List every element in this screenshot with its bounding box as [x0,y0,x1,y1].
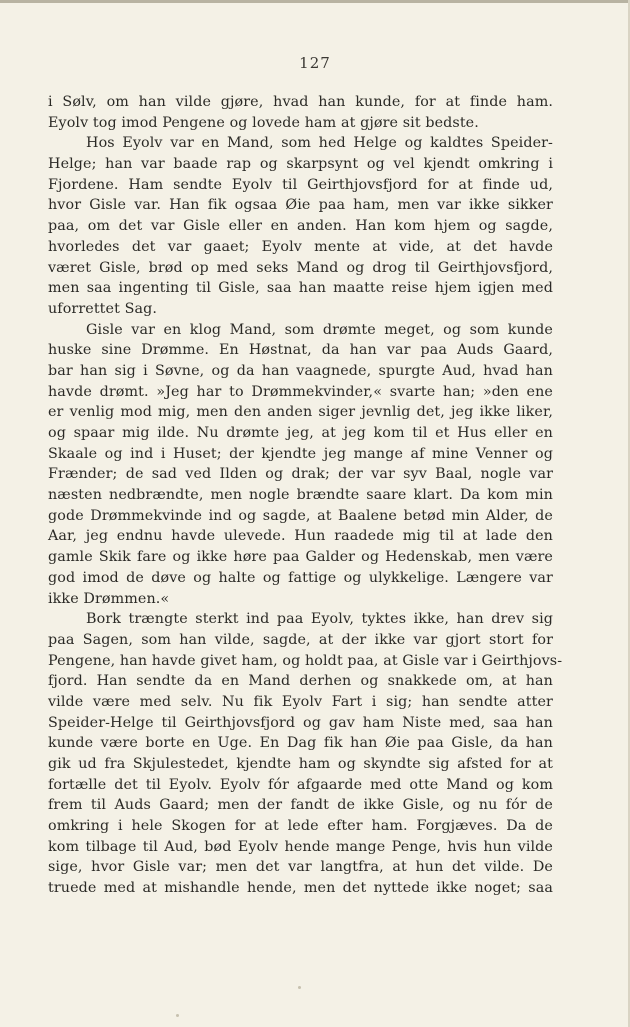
text-line: Eyolv tog imod Pengene og lovede ham at gjøre sit bedste. [48,114,479,131]
text-line: fortælle det til Eyolv. Eyolv fór afgaarde med otte Mand og kom [48,776,553,793]
text-line: er venlig mod mig, men den anden siger jevnlig det, jeg ikke liker, [48,404,553,421]
text-line: Hos Eyolv var en Mand, som hed Helge og kaldtes Speider- [86,135,553,152]
text-line: fjord. Han sendte da en Mand derhen og snakkede om, at han [48,673,553,690]
text-line: Pengene, han havde givet ham, og holdt paa, at Gisle var i Geirthjovs- [48,652,563,669]
text-line: bar han sig i Søvne, og da han vaagnede, spurgte Aud, hvad han [48,362,553,379]
text-line: uforrettet Sag. [48,300,157,317]
text-line: huske sine Drømme. En Høstnat, da han var paa Auds Gaard, [48,342,553,359]
text-line: paa Sagen, som han vilde, sagde, at der ikke var gjort stort for [48,631,553,648]
text-line: sige, hvor Gisle var; men det var langtfra, at hun det vilde. De [48,859,553,876]
page-top-edge [0,0,630,3]
text-line: Frænder; de sad ved Ilden og drak; der var syv Baal, nogle var [48,466,553,483]
text-line: vilde være med selv. Nu fik Eyolv Fart i sig; han sendte atter [48,693,553,710]
text-line: hvorledes det var gaaet; Eyolv mente at vide, at det havde [48,238,553,255]
text-line: paa, om det var Gisle eller en anden. Han kom hjem og sagde, [48,218,553,235]
text-line: Helge; han var baade rap og skarpsynt og vel kjendt omkring i [48,156,553,173]
text-line: Gisle var en klog Mand, som drømte meget, og som kunde [86,321,553,338]
text-line: Fjordene. Ham sendte Eyolv til Geirthjovsfjord for at finde ud, [48,176,553,193]
text-line: gik ud fra Skjulestedet, kjendte ham og skyndte sig afsted for at [48,756,553,772]
paper-speck [298,986,301,989]
text-line: omkring i hele Skogen for at lede efter ham. Forgjæves. Da de [48,818,553,835]
text-line: havde drømt. »Jeg har to Drømmekvinder,« svarte han; »den ene [48,383,553,400]
text-line: truede med at mishandle hende, men det nyttede ikke noget; saa [48,880,553,897]
paper-speck [176,1014,179,1017]
text-line: Speider-Helge til Geirthjovsfjord og gav ham Niste med, saa han [48,714,553,731]
text-line: næsten nedbrændte, men nogle brændte saare klart. Da kom min [48,487,553,504]
text-line: men saa ingenting til Gisle, saa han maatte reise hjem igjen med [48,280,553,297]
text-line: frem til Auds Gaard; men der fandt de ikke Gisle, og nu fór de [48,797,553,814]
text-line: kunde være borte en Uge. En Dag fik han Øie paa Gisle, da han [48,735,553,752]
text-line: kom tilbage til Aud, bød Eyolv hende mange Penge, hvis hun vilde [48,838,553,855]
text-line: gode Drømmekvinde ind og sagde, at Baalene betød min Alder, de [48,507,553,524]
text-line: og spaar mig ilde. Nu drømte jeg, at jeg kom til et Hus eller en [48,425,553,441]
text-line: god imod de døve og halte og fattige og ulykkelige. Længere var [48,569,553,586]
text-line: i Sølv, om han vilde gjøre, hvad han kunde, for at finde ham. [48,94,553,110]
text-line: gamle Skik fare og ikke høre paa Galder og Hedenskab, men være [48,549,553,566]
text-line: hvor Gisle var. Han fik ogsaa Øie paa ham, men var ikke sikker [48,197,553,214]
text-line: Bork trængte sterkt ind paa Eyolv, tyktes ikke, han drev sig [86,611,553,628]
text-line: ikke Drømmen.« [48,590,170,607]
text-line: Skaale og ind i Huset; der kjendte jeg mange af mine Venner og [48,445,553,462]
body-text [48,92,563,899]
text-line: været Gisle, brød op med seks Mand og drog til Geirthjovsfjord, [48,259,553,276]
text-line: Aar, jeg endnu havde ulevede. Hun raadede mig til at lade den [48,528,553,545]
page-number: 127 [299,54,331,72]
